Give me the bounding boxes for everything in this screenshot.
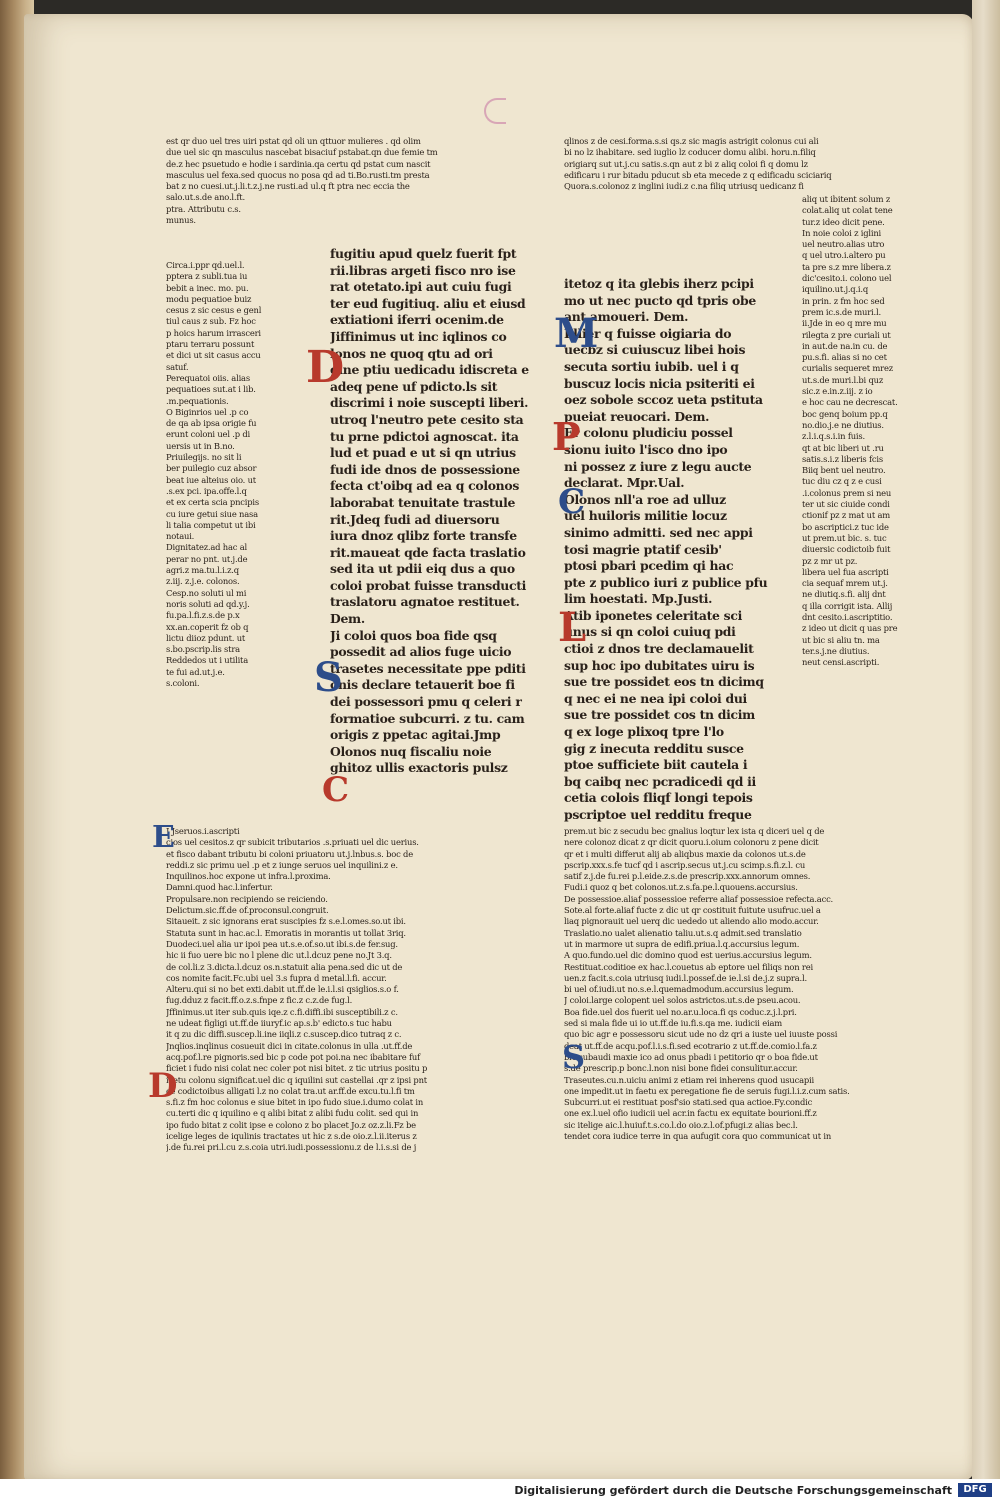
text-line: diuersic codictoib fuit — [802, 544, 891, 555]
text-line: mo ut nec pucto qd tpris obe — [564, 292, 756, 308]
text-line: iura dnoz qlibz forte transfe — [330, 528, 517, 544]
text-line: itetoz q ita glebis iherz pcipi — [564, 276, 754, 291]
text-line: uen.z facit.s.coia utriusq iudi.l.possef.de ie.l.si de.j.z supra.l. — [564, 972, 807, 983]
text-line: laborabat tenuitate trastule — [330, 494, 516, 510]
text-line: s.bo.pscrip.lis stra — [166, 644, 240, 655]
red-initial-d: D — [306, 342, 345, 393]
text-line: ctionif pz z mat ut am — [802, 510, 891, 521]
text-line: Jnqlios.inqlinus cosueuit dici in citate.colonus in ulla .ut.ff.de — [166, 1040, 413, 1051]
text-line: de qa ab ipsa origie fu — [166, 418, 257, 429]
text-line: fug.dduz z facit.ff.o.z.s.fnpe z fic.z c.z.de fug.l. — [166, 995, 353, 1006]
text-line: ter ut sic ciuide condi — [802, 499, 890, 510]
text-line: masculus uel fexa.sed quocus no posa qd ad ti.Bo.rusti.tm presta — [166, 169, 430, 180]
text-line: Ji coloi quos boa fide qsq — [330, 627, 497, 643]
text-line: ta pre s.z mre libera.z — [802, 261, 891, 272]
red-initial-c: C — [322, 770, 350, 810]
text-line: Er colonu pludiciu possel — [564, 425, 733, 441]
text-line: Traslatio.no ualet alienatio taliu.ut.s.q admit.sed translatio — [564, 927, 802, 938]
text-line: Duodeci.uel alia ur ipoi pea ut.s.e.of.so.ut ibi.s.de fer.sug. — [166, 938, 398, 949]
text-line: cu iure getui siue nasa — [166, 508, 258, 519]
text-line: coloi probat fuisse transducti — [330, 577, 527, 593]
text-line: ut in marmore ut supra de edifi.priua.l.q.accursius legum. — [564, 938, 800, 949]
text-line: in aut.de na.in cu. de — [802, 340, 888, 351]
text-line: onis declare tetauerit boe fi — [330, 677, 515, 693]
text-line: bq caibq nec pcradicedi qd ii — [564, 773, 756, 789]
text-line: dic'cesito.i. colono uel — [802, 273, 892, 284]
text-line: pscrip.xxx.s.fe tucf qd i ascrip.secus ut.j.cu scimp.s.fi.z.l. cu — [564, 859, 806, 870]
text-line: traslatoru agnatoe restituet. — [330, 594, 520, 610]
blue-initial-s: S — [314, 654, 343, 701]
gloss-right-narrow — [802, 194, 952, 668]
text-line: ctioi z dnos tre declamauelit — [564, 641, 754, 657]
text-line: lim hoestati. Mp.Justi. — [564, 591, 713, 607]
text-line: Cesp.no soluti ul mi — [166, 587, 247, 598]
text-line: z ideo ut dicit q uas pre — [802, 623, 898, 634]
text-line: Olonos nll'a roe ad ulluz — [564, 491, 726, 507]
text-line: oez sobole sccoz ueta pstituta — [564, 392, 763, 408]
text-line: cos nomite facit.Fc.ubi uel 3.s fupra d metal.l.fi. accur. — [166, 972, 387, 983]
text-line: Quora.s.colonoz z inglini iudi.z c.na filiq utriusq uedicanz fi — [564, 181, 804, 192]
text-line: uecbz si cuiuscuz libei hois — [564, 342, 746, 358]
text-line: pptera z subli.tua iu — [166, 271, 248, 282]
text-line: unus si qn coloi cuiuq pdi — [564, 624, 736, 640]
text-line: perar no pnt. ut.j.de — [166, 553, 248, 564]
text-line: de.z hec psuetudo e hodie i sardinia.qa certu qd pstat cum nascit — [166, 158, 431, 169]
text-line: .m.pequationis. — [166, 395, 229, 406]
text-line: ficiet i fudo nisi colat nec coler pot nisi bitet. z tic utrius positu p — [166, 1063, 428, 1074]
text-line: Priuilegijs. no sit li — [166, 452, 242, 463]
blue-initial-c: C — [558, 482, 586, 522]
text-line: Jffinimus.ut iter sub.quis iqe.z c.fi.diffi.ibi susceptibili.z c. — [166, 1006, 398, 1017]
text-line: Boa fide.uel dos fuerit uel no.ar.u.loca.fi qs coduc.z.j.l.pri. — [564, 1006, 797, 1017]
text-line: ptra. Attributu c.s. — [166, 203, 241, 214]
text-line: p hoics harum irrasceri — [166, 327, 261, 338]
text-line: fugitiu apud quelz fuerit fpt — [330, 246, 517, 261]
text-line: it q zu dic diffi.suscep.li.ine iiqli.z c.suscep.dico tutraq z c. — [166, 1029, 402, 1040]
text-line: nere colonoz dicat z qr dicit quoru.i.oium colonoru z pene dicit — [564, 837, 819, 848]
text-line: Statuta sunt in hac.ac.l. Emoratis in morantis ut tollat 3riq. — [166, 927, 406, 938]
text-line: A quo.fundo.uel dic domino quod est uerius.accursius legum. — [564, 950, 812, 961]
text-line: ut prem.ut bic. s. tuc — [802, 532, 887, 543]
text-line: satis.s.i.z liberis fcis — [802, 453, 883, 464]
text-line: neut censi.ascripti. — [802, 657, 880, 668]
text-line: .s.ex pci. ipa.offe.l.q — [166, 485, 247, 496]
text-line: deat ut.ff.de acqu.pof.l.i.s.fi.sed ecotrario z ut.ff.de.comio.l.fa.z — [564, 1040, 817, 1051]
gloss-top-left — [166, 136, 526, 226]
text-line: discrimi i noie suscepti liberi. — [330, 395, 529, 411]
text-line: sic.z e.in.z.iij. z io — [802, 386, 873, 397]
red-initial-l: L — [558, 604, 587, 651]
text-line: Restituat.coditioe ex hac.l.couetus ab eptore uel filiqs non rei — [564, 961, 813, 972]
text-line: satuf. — [166, 361, 189, 372]
text-line: uersis ut in B.no. — [166, 440, 235, 451]
text-line: hic ii fuo uere bic no l plene dic ut.l.dcuz pene no.Jt 3.q. — [166, 950, 392, 961]
text-line: in prin. z fm hoc sed — [802, 295, 885, 306]
text-line: et dici ut sit casus accu — [166, 350, 261, 361]
text-line: de col.li.z 3.dicta.l.dcuz os.n.statuit alia pena.sed dic ut de — [166, 961, 403, 972]
text-line: tuc diu cz q z e cusi — [802, 476, 882, 487]
text-line: sic itelige aic.l.huiuf.t.s.co.l.do oio.z.l.of.pfugi.z alias bec.l. — [564, 1119, 798, 1130]
text-line: ghitoz ullis exactoris pulsz — [330, 760, 508, 776]
text-line: beat iue alteius oio. ut — [166, 474, 256, 485]
text-line: extiationi iferri ocenim.de — [330, 312, 504, 328]
text-line: sed si mala fide ui io ut.ff.de iu.fi.s.qa me. iudicii eiam — [564, 1018, 782, 1029]
text-line: cetia colois fliqf longi tepois — [564, 790, 753, 806]
text-line: origiarq sut ut.j.cu satis.s.qn aut z bi z aliq coloi fi q domu lz — [564, 158, 808, 169]
text-line: ptosi pbari pcedim qi hac — [564, 558, 734, 574]
red-initial-d-2: D — [148, 1066, 178, 1106]
red-initial-p: P — [552, 414, 581, 459]
text-line: notaui. — [166, 531, 195, 542]
text-line: Circa.i.ppr qd.uel.l. — [166, 260, 245, 270]
text-line: O Biginrios uel .p co — [166, 406, 249, 417]
text-line: icelige leges de iqulinis tractates ut hic z s.de oio.z.l.ii.iterus z — [166, 1131, 417, 1142]
text-line: rit.Jdeq fudi ad diuersoru — [330, 511, 500, 527]
text-line: prem ic.s.de muri.l. — [802, 306, 881, 317]
text-line: Fudi.i quoz q bet colonos.ut.z.s.fa.pe.l.quouens.accursius. — [564, 882, 798, 893]
text-line: lud et puad e ut si qn utrius — [330, 445, 516, 461]
text-line: ni possez z iure z legu aucte — [564, 458, 752, 474]
text-line: tosi magrie ptatif cesib' — [564, 541, 722, 557]
main-text-left — [330, 246, 542, 777]
text-line: ter eud fugitiuq. aliu et eiusd — [330, 295, 526, 311]
text-line: et fisco dabant tributu bi coloni priuatoru ut.j.lnbus.s. boc de — [166, 848, 413, 859]
text-line: sionu iuito l'isco dno ipo — [564, 441, 728, 457]
text-line: boc genq boium pp.q — [802, 408, 888, 419]
text-line: pu.s.fi. alias si no cet — [802, 352, 887, 363]
gloss-bottom-left — [166, 826, 546, 1154]
page-edge — [972, 0, 1000, 1480]
text-line: Perequatoi oiis. alias — [166, 372, 250, 383]
text-line: ant amoueri. Dem. — [564, 309, 689, 325]
main-text-right — [564, 276, 794, 824]
text-line: z.l.i.q.s.i.in fuis. — [802, 431, 865, 442]
text-line: reddi.z sic primu uel .p et z iunge seruos uel inquilini.z e. — [166, 859, 398, 870]
text-line: qlinos z de cesi.forma.s.si qs.z sic magis astrigit colonus cui ali — [564, 136, 819, 146]
text-line: z.iij. z.j.e. colonos. — [166, 576, 240, 587]
text-line: cia sequaf mrem ut.j. — [802, 578, 888, 589]
text-line: quo bic agr e possessoru sicut ude no dz qri a iuste uel iuuste possi — [564, 1029, 838, 1040]
text-line: lictu diioz pdunt. ut — [166, 632, 246, 643]
text-line: Damni.quod hac.l.infertur. — [166, 882, 273, 893]
text-line: ut bic si aliu tn. ma — [802, 634, 880, 645]
text-line: ber puilegio cuz absor — [166, 463, 257, 474]
text-line: Atib iponetes celeritate sci — [564, 607, 742, 623]
text-line: ii.Jde in eo q mre mu — [802, 318, 887, 329]
text-line: q uel utro.i.altero pu — [802, 250, 886, 261]
text-line: Sote.al forte.aliaf fucte z dic ut qr costituit fuitute usufruc.uel a — [564, 905, 821, 916]
text-line: formatioe subcurri. z tu. cam — [330, 710, 525, 726]
text-line: uel huiloris militie locuz — [564, 508, 727, 524]
text-line: salo.ut.s.de ano.l.ft. — [166, 192, 245, 203]
text-line: noris soluti ad qd.y.j. — [166, 598, 250, 609]
text-line: liaq pignorauit uel uerq dic uededo ut aliendo alio modo.accur. — [564, 916, 819, 927]
text-line: ne udeat figligi ut.ff.de iiuryf.ic ap.s.b' edicto.s tuc habu — [166, 1018, 392, 1029]
text-line: s.coloni. — [166, 677, 200, 688]
text-line: Delictum.sic.ff.de of.proconsul.congruit. — [166, 905, 329, 916]
text-line: q ex loge plixoq tpre l'lo — [564, 724, 724, 740]
text-line: rat otetato.ipi aut cuiu fugi — [330, 279, 512, 295]
text-line: utroq l'neutro pete cesito sta — [330, 411, 524, 427]
text-line: ptaru terraru possunt — [166, 339, 255, 350]
text-line: Propulsare.non recipiendo se reiciendo. — [166, 893, 328, 904]
text-line: iquilino.ut.j.q.i.q — [802, 284, 869, 295]
text-line: buscuz locis nicia psiteriti ei — [564, 375, 755, 391]
text-line: q illa corrigit ista. Allij — [802, 600, 893, 611]
text-line: ce codictoibus alligati l.z no colat tra.ut ar.ff.de excu.tu.l.fi tm — [166, 1085, 415, 1096]
text-line: j.de fu.rei pri.l.cu z.s.coia utri.iudi.possessionu.z de l.i.s.si de j — [166, 1142, 417, 1153]
text-line: adeq pene uf pdicto.ls sit — [330, 378, 498, 394]
text-line: Olonos nuq fiscaliu noie — [330, 743, 492, 759]
text-line: Dem. — [330, 611, 365, 627]
text-line: bat z no cuesi.ut.j.li.t.z.j.ne rusti.ad ul.q ft ptra nec eccia the — [166, 181, 410, 192]
text-line: uel neutro.alias utro — [802, 239, 885, 250]
text-line: agri.z ma.tu.l.i.z.q — [166, 565, 239, 576]
text-line: curialis sequeret mrez — [802, 363, 893, 374]
text-line: Subcurri.ut ei restituat posf'sio stati.sed qua actioe.Fy.condic — [564, 1097, 813, 1108]
text-line: qt at bic liberi ut .ru — [802, 442, 884, 453]
gloss-left-narrow — [166, 260, 304, 689]
text-line: libera uel fua ascripti — [802, 566, 889, 577]
text-line: gine ptiu uedicadu idiscreta e — [330, 362, 529, 378]
gloss-bottom-right — [564, 826, 954, 1142]
text-line: bo ascriptici.z tuc ide — [802, 521, 889, 532]
text-line: sue tre possidet eos tn dicimq — [564, 674, 764, 690]
text-line: s.de prescrip.p bonc.l.non nisi bone fidei consulitur.accur. — [564, 1063, 798, 1074]
text-line: te fui ad.ut.j.e. — [166, 666, 225, 677]
text-line: .i.colonus prem si neu — [802, 487, 892, 498]
text-line: declarat. Mpr.Ual. — [564, 475, 685, 491]
text-line: ter.s.j.ne diutius. — [802, 645, 870, 656]
text-line: acq.pof.l.re pignoris.sed bic p code pot poi.na nec ibabitare fuf — [166, 1051, 420, 1062]
text-line: Biiq bent uel neutro. — [802, 465, 886, 476]
text-line: munus. — [166, 215, 196, 226]
text-line: pz z mr ut pz. — [802, 555, 858, 566]
blue-initial-s-2: S — [562, 1038, 586, 1076]
text-line: one ex.l.uel ofio iudicii uel acr.in factu ex equitate bourioni.ff.z — [564, 1108, 817, 1119]
text-line: icetu colonu significat.uel dic q iquilini sut castellai .qr z ipsi pnt — [166, 1074, 427, 1085]
text-line: edificaru i rur bitadu pducut sb eta mecede z q edificadu sciciariq — [564, 169, 832, 180]
text-line: ipo fudo bitat z colit ipse e colono z bo placet Jo.z oz.z.li.Fz be — [166, 1119, 416, 1130]
text-line: Jiffinimus ut inc iqlinos co — [330, 328, 507, 344]
text-line: possedit ad alios fuge uicio — [330, 644, 512, 660]
text-line: cios uel cesitos.z qr subicit tributarios .s.priuati uel dic uerius. — [166, 837, 419, 848]
text-line: colat.aliq ut colat tene — [802, 205, 893, 216]
text-line: Ellier q fuisse oigiaria do — [564, 325, 732, 341]
text-line: satif z.j.de fu.rei p.l.eide.z.s.de prescrip.xxx.annorum omnes. — [564, 871, 811, 882]
footer-bar — [0, 1479, 1000, 1501]
text-line: aliq ut ibitent solum z — [802, 194, 891, 204]
text-line: J coloi.large colopent uel solos astrictos.ut.s.de pseu.acou. — [564, 995, 801, 1006]
text-line: ut.s.de muri.l.bi quz — [802, 374, 884, 385]
text-line: dei possessori pmu q celeri r — [330, 694, 522, 710]
text-line: tu prne pdictoi agnoscat. ita — [330, 428, 519, 444]
text-line: fecta ct'oibq ad ea q colonos — [330, 478, 520, 494]
text-line: tur.z ideo dicit pene. — [802, 216, 885, 227]
text-line: pequatioes sut.at i lib. — [166, 384, 256, 395]
text-line: rit.maueat qde facta traslatio — [330, 544, 526, 560]
text-line: bic subaudi maxie ico ad onus pbadi i petitorio qr o boa fide.ut — [564, 1051, 818, 1062]
text-line: q nec ei ne nea ipi coloi dui — [564, 690, 747, 706]
text-line: secuta sortiu iubib. uel i q — [564, 358, 739, 374]
text-line: Traseutes.cu.n.uiciu animi z etiam rei inherens quod usucapii — [564, 1074, 814, 1085]
text-line: est qr duo uel tres uiri pstat qd oli un qttuor mulieres . qd olim — [166, 136, 421, 146]
text-line: et ex certa scia pncipis — [166, 497, 259, 508]
text-line: sed ita ut pdii eiq dus a quo — [330, 561, 515, 577]
dfg-logo: DFG — [958, 1483, 992, 1497]
text-line: sup hoc ipo dubitates uiru is — [564, 657, 755, 673]
text-line: rilegta z pre curiali ut — [802, 329, 891, 340]
text-line: cesus z sic cesus e genl — [166, 305, 262, 316]
text-line: pscriptoe uel redditu freque — [564, 807, 752, 822]
text-line: pueiat reuocari. Dem. — [564, 408, 710, 424]
text-line: no.dio.j.e ne diutius. — [802, 419, 884, 430]
text-line: s.fi.z fm hoc colonus e siue bitet in ipo fudo siue.i.dumo colat in — [166, 1097, 424, 1108]
text-line: Sitaueit. z sic ignorans erat suscipies fz s.e.l.omes.so.ut ibi. — [166, 916, 406, 927]
text-line: prem.ut bic z secudu bec gnalius loqtur lex ista q diceri uel q de — [564, 826, 825, 836]
text-line: dnt cesito.i.ascriptitio. — [802, 611, 893, 622]
text-line: cu.terti dic q iquilino e q alibi bitat z alibi fudu colit. sed qui in — [166, 1108, 419, 1119]
digitization-credit: Digitalisierung gefördert durch die Deutsche Forschungsgemeinschaft — [514, 1484, 952, 1497]
text-line: e hoc cau ne decrescat. — [802, 397, 898, 408]
text-line: Inquilinos.hoc expone ut infra.l.proxima. — [166, 871, 331, 882]
text-line: ne diutiq.s.fi. alij dnt — [802, 589, 886, 600]
text-line: tiul caus z sub. Fz hoc — [166, 316, 256, 327]
text-line: bebit a inec. mo. pu. — [166, 282, 249, 293]
blue-initial-e: E — [152, 820, 175, 855]
text-line: rii.libras argeti fisco nro ise — [330, 262, 516, 278]
blue-initial-m: M — [554, 310, 599, 357]
text-line: In noie coloi z iglini — [802, 227, 882, 238]
text-line: Alteru.qui si no bet exti.dabit ut.ff.de le.i.l.si qsiglios.s.o f. — [166, 984, 399, 995]
text-line: erunt coloni uel .p di — [166, 429, 250, 440]
text-line: li talia competut ut ibi — [166, 519, 256, 530]
text-line: gig z inecuta redditu susce — [564, 740, 744, 756]
pencil-mark — [484, 98, 506, 124]
text-line: origis z ppetac agitai.Jmp — [330, 727, 501, 743]
text-line: Reddedos ut i utilita — [166, 655, 249, 666]
text-line: sue tre possidet cos tn dicim — [564, 707, 755, 723]
text-line: bi uel of.iudi.ut no.s.e.l.quemadmodum.accursius legum. — [564, 984, 794, 995]
text-line: J Jseruos.i.ascripti — [166, 826, 240, 836]
text-line: one impedit.ut in faetu ex peregatione fie de seruis fugi.l.i.z.cum satis. — [564, 1085, 850, 1096]
text-line: pte z publico iuri z publice pfu — [564, 574, 768, 590]
text-line: fudi ide dnos de possessione — [330, 461, 520, 477]
text-line: trasetes necessitate ppe pditi — [330, 660, 526, 676]
text-line: bi no lz ihabitare. sed iuglio lz coducer domu alibi. horu.n.filiq — [564, 147, 816, 158]
text-line: qr et i multi differut alij ab aliqbus maxie da colonos ut.s.de — [564, 848, 806, 859]
text-line: De possessioe.aliaf possessioe referre aliaf possessioe refecta.acc. — [564, 893, 834, 904]
text-line: Dignitatez.ad hac al — [166, 542, 248, 553]
manuscript-page — [24, 14, 974, 1480]
text-line: fu.pa.l.fi.z.s.de p.x — [166, 610, 240, 621]
text-line: ptoe sufficiete biit cautela i — [564, 757, 748, 773]
text-line: xx.an.coperit fz ob q — [166, 621, 249, 632]
text-line: modu pequatioe buiz — [166, 293, 252, 304]
gloss-top-right — [564, 136, 954, 192]
text-line: tendet cora iudice terre in qua aufugit cora quo communicat ut in — [564, 1131, 832, 1142]
text-line: sinimo admitti. sed nec appi — [564, 524, 753, 540]
text-line: lonos ne quoq qtu ad ori — [330, 345, 493, 361]
text-line: due uel sic qn masculus nascebat bisaciuf pstabat.qn due femie tm — [166, 147, 438, 158]
